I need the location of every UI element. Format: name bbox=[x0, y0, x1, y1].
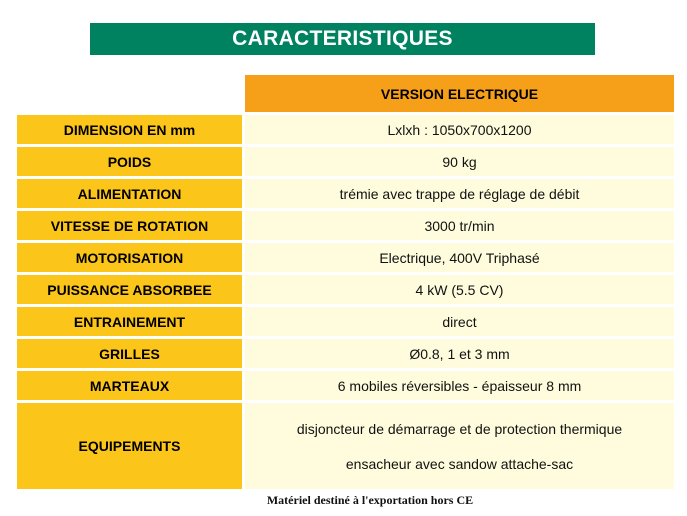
spec-label: GRILLES bbox=[17, 339, 242, 368]
table-row bbox=[17, 403, 674, 489]
table-row bbox=[17, 179, 674, 208]
table-row bbox=[17, 211, 674, 240]
spec-value-text: disjoncteur de démarrage et de protection thermique bbox=[296, 420, 623, 437]
table-row bbox=[17, 275, 674, 304]
spec-value bbox=[245, 115, 674, 144]
spec-label: MARTEAUX bbox=[17, 371, 242, 400]
spec-value bbox=[245, 275, 674, 304]
spec-label: VITESSE DE ROTATION bbox=[17, 211, 242, 240]
spec-label: PUISSANCE ABSORBEE bbox=[17, 275, 242, 304]
spec-value bbox=[245, 307, 674, 336]
spec-label: MOTORISATION bbox=[17, 243, 242, 272]
spec-value bbox=[245, 403, 674, 489]
spec-value-text: direct bbox=[442, 313, 477, 330]
spec-value bbox=[245, 371, 674, 400]
spec-value-text: 90 kg bbox=[442, 153, 477, 170]
table-row bbox=[17, 307, 674, 336]
spec-value-text: 3000 tr/min bbox=[424, 217, 495, 234]
spec-table bbox=[17, 115, 674, 492]
spec-value-text: Ø0.8, 1 et 3 mm bbox=[409, 345, 510, 362]
spec-value-text: trémie avec trappe de réglage de débit bbox=[339, 185, 580, 202]
spec-label: EQUIPEMENTS bbox=[17, 403, 242, 489]
spec-value bbox=[245, 147, 674, 176]
spec-label: DIMENSION EN mm bbox=[17, 115, 242, 144]
spec-value-text: 6 mobiles réversibles - épaisseur 8 mm bbox=[337, 377, 582, 394]
spec-value bbox=[245, 339, 674, 368]
spec-value-text: 4 kW (5.5 CV) bbox=[415, 281, 504, 298]
spec-value bbox=[245, 243, 674, 272]
footer-note: Matériel destiné à l'exportation hors CE bbox=[266, 493, 474, 507]
table-row bbox=[17, 371, 674, 400]
spec-label: ALIMENTATION bbox=[17, 179, 242, 208]
table-row bbox=[17, 115, 674, 144]
table-row bbox=[17, 243, 674, 272]
spec-label: ENTRAINEMENT bbox=[17, 307, 242, 336]
spec-value bbox=[245, 211, 674, 240]
table-row bbox=[17, 339, 674, 368]
spec-value bbox=[245, 179, 674, 208]
spec-value-text: ensacheur avec sandow attache-sac bbox=[345, 455, 574, 472]
spec-label: POIDS bbox=[17, 147, 242, 176]
table-row bbox=[17, 147, 674, 176]
spec-value-text: Lxlxh : 1050x700x1200 bbox=[387, 121, 532, 138]
page-title: CARACTERISTIQUES bbox=[90, 23, 595, 55]
version-column-header: VERSION ELECTRIQUE bbox=[245, 75, 674, 112]
spec-value-text: Electrique, 400V Triphasé bbox=[379, 249, 540, 266]
